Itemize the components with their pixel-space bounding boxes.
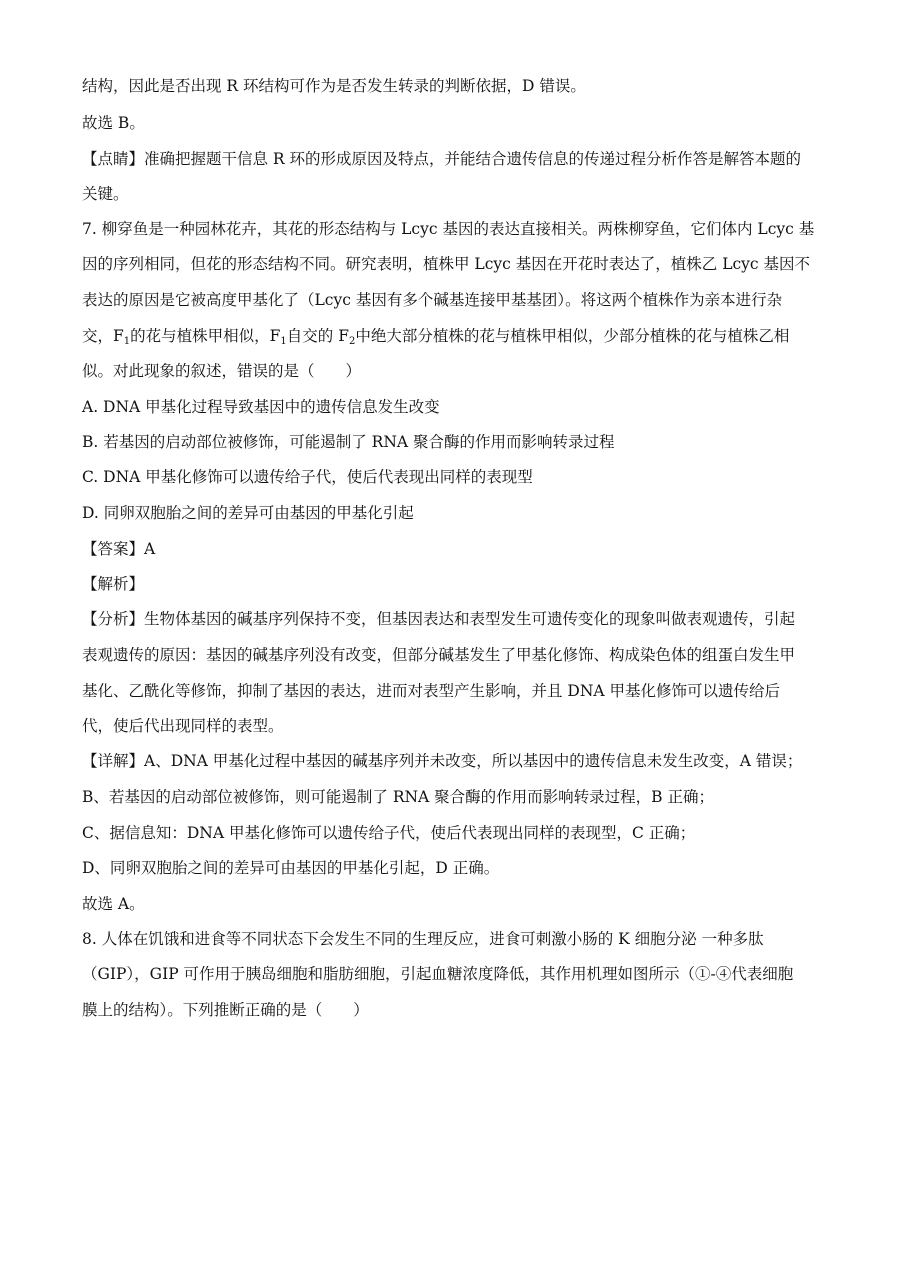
- analysis-heading: 【解析】: [82, 575, 145, 593]
- text-line: 因的序列相同，但花的形态结构不同。研究表明，植株甲 Lcyc 基因在开花时表达了，植株乙 Lcyc 基因不: [82, 255, 811, 273]
- subscript: 1: [123, 336, 131, 347]
- text-line: 膜上的结构）。下列推断正确的是（ ）: [82, 1001, 369, 1019]
- answer: 【答案】A: [82, 540, 156, 558]
- text-line: 【详解】A、DNA 甲基化过程中基因的碱基序列并未改变，所以基因中的遗传信息未发生改变，A 错误；: [82, 752, 803, 770]
- option-d: D. 同卵双胞胎之间的差异可由基因的甲基化引起: [82, 504, 414, 522]
- text-run: 交，F: [82, 327, 124, 345]
- text-line: 结构，因此是否出现 R 环结构可作为是否发生转录的判断依据，D 错误。: [82, 77, 586, 95]
- text-run: 中绝大部分植株的花与植株甲相似，少部分植株的花与植株乙相: [355, 327, 790, 345]
- text-line: 表达的原因是它被高度甲基化了（Lcyc 基因有多个碱基连接甲基基团）。将这两个植株作为亲本进行杂: [82, 291, 783, 309]
- text-line: B、若基因的启动部位被修饰，则可能遏制了 RNA 聚合酶的作用而影响转录过程，B 正确；: [82, 788, 714, 806]
- text-line: 基化、乙酰化等修饰，抑制了基因的表达，进而对表型产生影响，并且 DNA 甲基化修饰可以遗传给后: [82, 682, 781, 700]
- text-line: 似。对此现象的叙述，错误的是（ ）: [82, 362, 362, 380]
- text-line: 【点睛】准确把握题干信息 R 环的形成原因及特点，并能结合遗传信息的传递过程分析作答是解答本题的: [82, 150, 802, 168]
- text-run: 的花与植株甲相似，F: [130, 327, 281, 345]
- text-line: 关键。: [82, 185, 129, 203]
- text-line: 故选 A。: [82, 895, 145, 913]
- question-8-stem: 8. 人体在饥饿和进食等不同状态下会发生不同的生理反应，进食可刺激小肠的 K 细胞分泌 一种多肽: [82, 930, 764, 948]
- text-line: C、据信息知：DNA 甲基化修饰可以遗传给子代，使后代表现出同样的表现型，C 正确；: [82, 824, 696, 842]
- option-b: B. 若基因的启动部位被修饰，可能遏制了 RNA 聚合酶的作用而影响转录过程: [82, 433, 615, 451]
- text-line: （GIP），GIP 可作用于胰岛细胞和脂肪细胞，引起血糖浓度降低，其作用机理如图所示（①-④代表细胞: [82, 965, 794, 983]
- text-line: D、同卵双胞胎之间的差异可由基因的甲基化引起，D 正确。: [82, 859, 500, 877]
- text-line: 表观遗传的原因：基因的碱基序列没有改变，但部分碱基发生了甲基化修饰、构成染色体的组蛋白发生甲: [82, 646, 796, 664]
- subscript: 2: [348, 336, 356, 347]
- text-line: 代，使后代出现同样的表型。: [82, 717, 284, 735]
- text-line: [82, 326, 830, 346]
- option-c: C. DNA 甲基化修饰可以遗传给子代，使后代表现出同样的表现型: [82, 468, 533, 486]
- text-run: 自交的 F: [286, 327, 349, 345]
- text-line: 故选 B。: [82, 114, 145, 132]
- text-line: 【分析】生物体基因的碱基序列保持不变，但基因表达和表型发生可遗传变化的现象叫做表观遗传，引起: [82, 610, 796, 628]
- option-a: A. DNA 甲基化过程导致基因中的遗传信息发生改变: [82, 398, 440, 416]
- question-7-stem: 7. 柳穿鱼是一种园林花卉，其花的形态结构与 Lcyc 基因的表达直接相关。两株柳穿鱼，它们体内 Lcyc 基: [82, 220, 815, 238]
- subscript: 1: [280, 336, 287, 347]
